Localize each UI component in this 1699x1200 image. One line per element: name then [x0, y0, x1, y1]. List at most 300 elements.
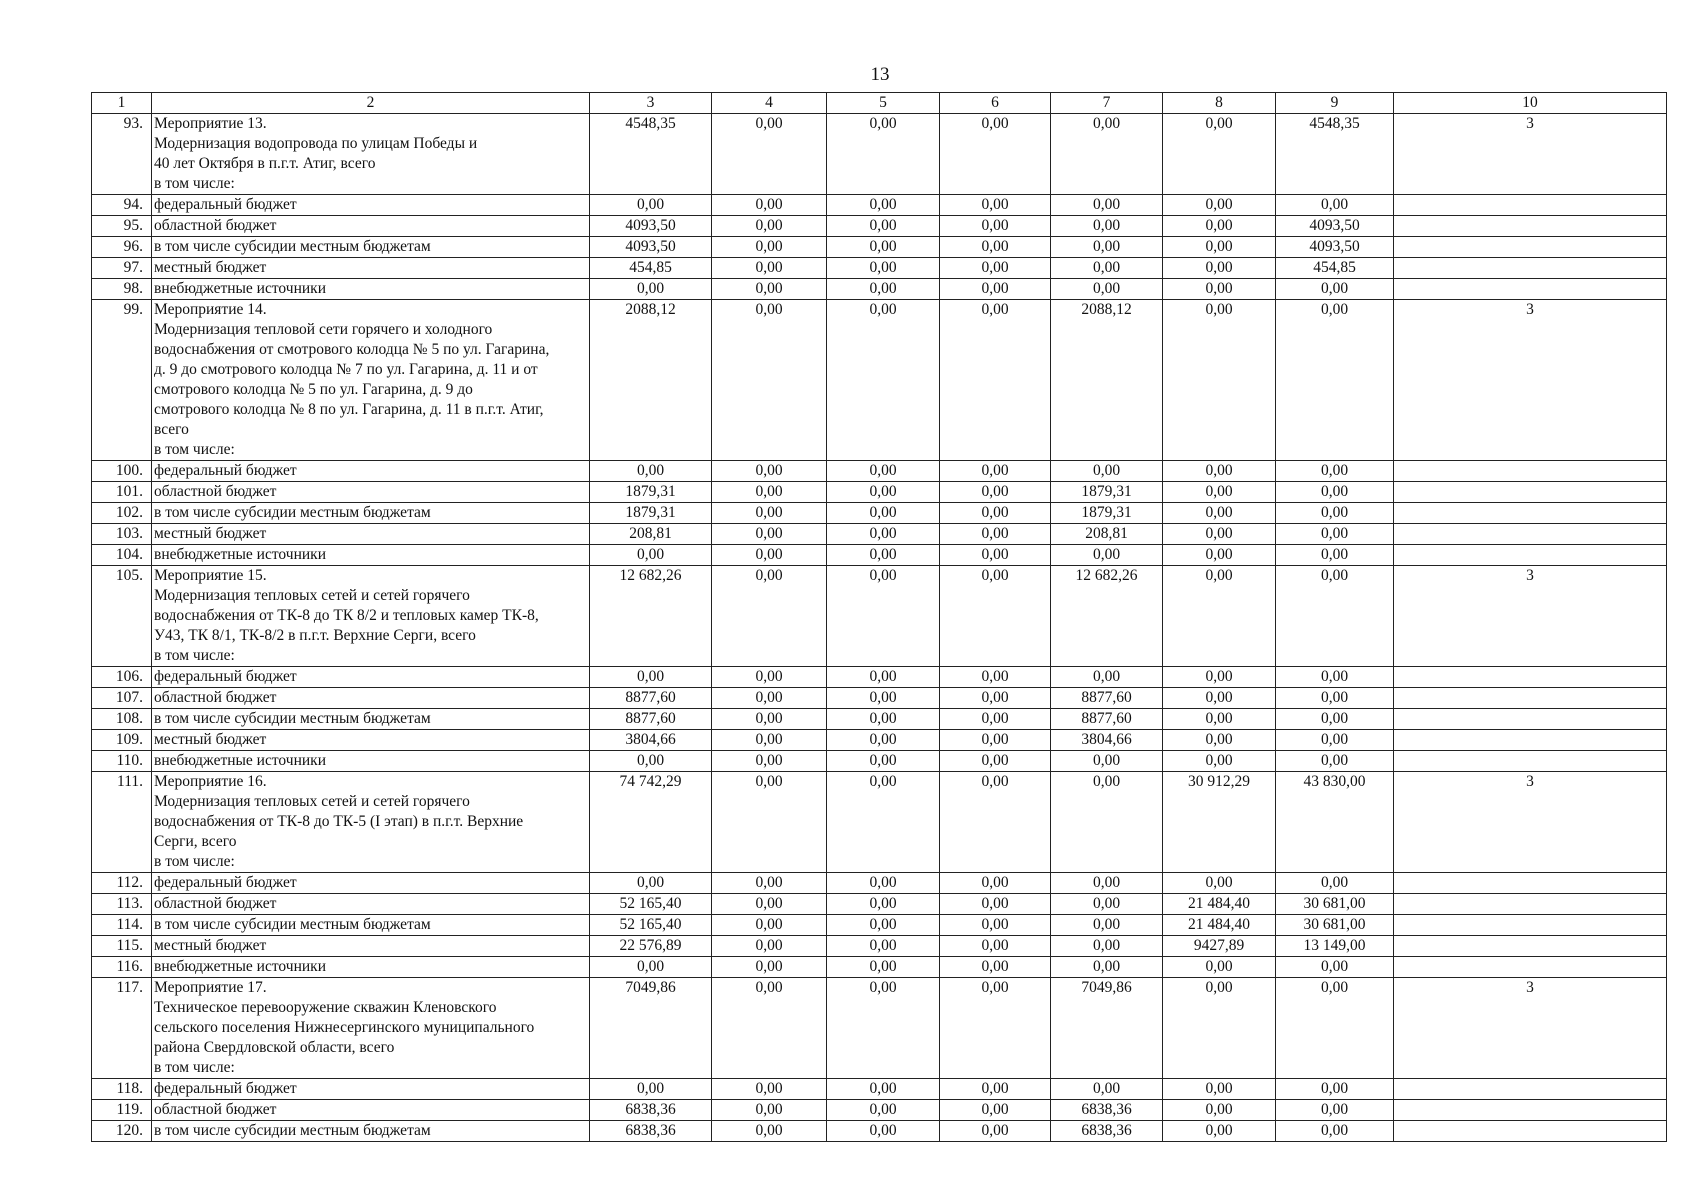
- value-cell-col7: 0,00: [1051, 957, 1163, 978]
- value-cell-col3: 52 165,40: [590, 894, 712, 915]
- value-cell-col8: 0,00: [1163, 545, 1276, 566]
- value-cell-col8: 0,00: [1163, 195, 1276, 216]
- value-cell-col5: 0,00: [827, 482, 940, 503]
- row-number: 102.: [92, 503, 152, 524]
- value-cell-col3: 0,00: [590, 195, 712, 216]
- row-name: [152, 667, 590, 688]
- value-cell-col6: 0,00: [940, 894, 1051, 915]
- value-cell-col6: 0,00: [940, 237, 1051, 258]
- value-cell-col9: 0,00: [1276, 524, 1394, 545]
- value-cell-col7: 1879,31: [1051, 482, 1163, 503]
- value-cell-col4: 0,00: [712, 936, 827, 957]
- row-name-line: в том числе:: [154, 175, 235, 192]
- table-row: [92, 772, 1667, 873]
- row-name-line: внебюджетные источники: [154, 752, 326, 769]
- row-number: 118.: [92, 1079, 152, 1100]
- value-cell-col10: [1394, 709, 1667, 730]
- value-cell-col9: 0,00: [1276, 482, 1394, 503]
- row-name-line: федеральный бюджет: [154, 668, 297, 685]
- value-cell-col5: 0,00: [827, 915, 940, 936]
- value-cell-col3: 0,00: [590, 751, 712, 772]
- value-cell-col6: 0,00: [940, 566, 1051, 667]
- value-cell-col10: [1394, 216, 1667, 237]
- value-cell-col5: 0,00: [827, 279, 940, 300]
- value-cell-col7: 0,00: [1051, 772, 1163, 873]
- row-name: [152, 237, 590, 258]
- row-name-line: водоснабжения от ТК-8 до ТК-5 (I этап) в п.г.т. Верхние: [154, 813, 524, 830]
- value-cell-col10: [1394, 237, 1667, 258]
- header-cell: 5: [827, 93, 940, 114]
- value-cell-col3: 2088,12: [590, 300, 712, 461]
- value-cell-col9: 0,00: [1276, 957, 1394, 978]
- value-cell-col5: 0,00: [827, 751, 940, 772]
- value-cell-col6: 0,00: [940, 873, 1051, 894]
- row-number: 111.: [92, 772, 152, 873]
- value-cell-col6: 0,00: [940, 545, 1051, 566]
- value-cell-col8: 0,00: [1163, 524, 1276, 545]
- value-cell-col3: 0,00: [590, 957, 712, 978]
- value-cell-col7: 0,00: [1051, 915, 1163, 936]
- value-cell-col9: 0,00: [1276, 300, 1394, 461]
- value-cell-col8: 0,00: [1163, 1079, 1276, 1100]
- table-row: [92, 566, 1667, 667]
- value-cell-col9: 0,00: [1276, 1100, 1394, 1121]
- row-name: [152, 279, 590, 300]
- table-row: [92, 1100, 1667, 1121]
- value-cell-col10: [1394, 461, 1667, 482]
- row-number: 97.: [92, 258, 152, 279]
- header-cell: 6: [940, 93, 1051, 114]
- value-cell-col10: [1394, 258, 1667, 279]
- value-cell-col10: 3: [1394, 772, 1667, 873]
- row-number: 95.: [92, 216, 152, 237]
- value-cell-col4: 0,00: [712, 978, 827, 1079]
- table-row: [92, 873, 1667, 894]
- value-cell-col4: 0,00: [712, 1100, 827, 1121]
- row-name: [152, 195, 590, 216]
- value-cell-col3: 52 165,40: [590, 915, 712, 936]
- value-cell-col4: 0,00: [712, 751, 827, 772]
- value-cell-col6: 0,00: [940, 772, 1051, 873]
- value-cell-col10: [1394, 195, 1667, 216]
- row-name: [152, 751, 590, 772]
- row-name: [152, 545, 590, 566]
- value-cell-col9: 0,00: [1276, 978, 1394, 1079]
- row-name-line: местный бюджет: [154, 525, 267, 542]
- value-cell-col9: 0,00: [1276, 279, 1394, 300]
- value-cell-col6: 0,00: [940, 258, 1051, 279]
- page-number: 13: [870, 64, 890, 85]
- value-cell-col7: 0,00: [1051, 545, 1163, 566]
- value-cell-col6: 0,00: [940, 688, 1051, 709]
- value-cell-col8: 0,00: [1163, 873, 1276, 894]
- value-cell-col6: 0,00: [940, 503, 1051, 524]
- value-cell-col8: 0,00: [1163, 482, 1276, 503]
- value-cell-col8: 0,00: [1163, 503, 1276, 524]
- value-cell-col5: 0,00: [827, 524, 940, 545]
- value-cell-col10: [1394, 482, 1667, 503]
- value-cell-col3: 0,00: [590, 873, 712, 894]
- row-name: [152, 978, 590, 1079]
- value-cell-col9: 13 149,00: [1276, 936, 1394, 957]
- table-row: [92, 894, 1667, 915]
- value-cell-col9: 0,00: [1276, 709, 1394, 730]
- value-cell-col6: 0,00: [940, 482, 1051, 503]
- value-cell-col7: 0,00: [1051, 279, 1163, 300]
- value-cell-col4: 0,00: [712, 1121, 827, 1142]
- value-cell-col3: 1879,31: [590, 503, 712, 524]
- row-name-line: Мероприятие 15.: [154, 567, 267, 584]
- value-cell-col6: 0,00: [940, 216, 1051, 237]
- value-cell-col8: 0,00: [1163, 1100, 1276, 1121]
- value-cell-col7: 6838,36: [1051, 1121, 1163, 1142]
- value-cell-col6: 0,00: [940, 957, 1051, 978]
- value-cell-col6: 0,00: [940, 195, 1051, 216]
- row-name-line: всего: [154, 421, 189, 438]
- row-name-line: Мероприятие 14.: [154, 301, 267, 318]
- value-cell-col3: 208,81: [590, 524, 712, 545]
- value-cell-col3: 74 742,29: [590, 772, 712, 873]
- value-cell-col4: 0,00: [712, 688, 827, 709]
- row-name-line: в том числе субсидии местным бюджетам: [154, 710, 431, 727]
- value-cell-col7: 0,00: [1051, 114, 1163, 195]
- value-cell-col7: 8877,60: [1051, 709, 1163, 730]
- value-cell-col9: 43 830,00: [1276, 772, 1394, 873]
- value-cell-col10: [1394, 688, 1667, 709]
- value-cell-col5: 0,00: [827, 300, 940, 461]
- value-cell-col5: 0,00: [827, 730, 940, 751]
- value-cell-col3: 7049,86: [590, 978, 712, 1079]
- table-row: [92, 545, 1667, 566]
- value-cell-col4: 0,00: [712, 957, 827, 978]
- value-cell-col5: 0,00: [827, 503, 940, 524]
- value-cell-col4: 0,00: [712, 915, 827, 936]
- value-cell-col4: 0,00: [712, 114, 827, 195]
- table-row: [92, 730, 1667, 751]
- value-cell-col8: 0,00: [1163, 114, 1276, 195]
- value-cell-col4: 0,00: [712, 545, 827, 566]
- row-name-line: в том числе:: [154, 1059, 235, 1076]
- row-name-line: областной бюджет: [154, 483, 277, 500]
- row-name-line: смотрового колодца № 5 по ул. Гагарина, д. 9 до: [154, 381, 473, 398]
- row-name: [152, 216, 590, 237]
- value-cell-col5: 0,00: [827, 936, 940, 957]
- table-row: [92, 915, 1667, 936]
- value-cell-col4: 0,00: [712, 258, 827, 279]
- value-cell-col6: 0,00: [940, 730, 1051, 751]
- row-name-line: федеральный бюджет: [154, 462, 297, 479]
- value-cell-col10: [1394, 1079, 1667, 1100]
- value-cell-col9: 0,00: [1276, 1079, 1394, 1100]
- value-cell-col5: 0,00: [827, 1100, 940, 1121]
- value-cell-col6: 0,00: [940, 524, 1051, 545]
- table-row: [92, 667, 1667, 688]
- row-number: 100.: [92, 461, 152, 482]
- row-name-line: 40 лет Октября в п.г.т. Атиг, всего: [154, 155, 376, 172]
- value-cell-col6: 0,00: [940, 1121, 1051, 1142]
- value-cell-col5: 0,00: [827, 237, 940, 258]
- row-name-line: района Свердловской области, всего: [154, 1039, 395, 1056]
- value-cell-col9: 30 681,00: [1276, 915, 1394, 936]
- value-cell-col7: 6838,36: [1051, 1100, 1163, 1121]
- row-name-line: водоснабжения от смотрового колодца № 5 по ул. Гагарина,: [154, 341, 550, 358]
- value-cell-col9: 454,85: [1276, 258, 1394, 279]
- table-row: [92, 216, 1667, 237]
- value-cell-col8: 0,00: [1163, 957, 1276, 978]
- value-cell-col7: 0,00: [1051, 894, 1163, 915]
- value-cell-col6: 0,00: [940, 1079, 1051, 1100]
- value-cell-col9: 0,00: [1276, 503, 1394, 524]
- value-cell-col6: 0,00: [940, 461, 1051, 482]
- row-name-line: сельского поселения Нижнесергинского муниципального: [154, 1019, 535, 1036]
- value-cell-col4: 0,00: [712, 300, 827, 461]
- value-cell-col4: 0,00: [712, 279, 827, 300]
- value-cell-col7: 208,81: [1051, 524, 1163, 545]
- row-number: 113.: [92, 894, 152, 915]
- row-number: 99.: [92, 300, 152, 461]
- row-name-line: в том числе субсидии местным бюджетам: [154, 1122, 431, 1139]
- header-cell: 7: [1051, 93, 1163, 114]
- value-cell-col9: 4548,35: [1276, 114, 1394, 195]
- row-number: 108.: [92, 709, 152, 730]
- row-name: [152, 772, 590, 873]
- value-cell-col9: 0,00: [1276, 873, 1394, 894]
- row-name-line: смотрового колодца № 8 по ул. Гагарина, д. 11 в п.г.т. Атиг,: [154, 401, 544, 418]
- value-cell-col4: 0,00: [712, 461, 827, 482]
- value-cell-col4: 0,00: [712, 503, 827, 524]
- row-name-line: федеральный бюджет: [154, 196, 297, 213]
- table-row: [92, 751, 1667, 772]
- value-cell-col7: 0,00: [1051, 237, 1163, 258]
- row-number: 115.: [92, 936, 152, 957]
- value-cell-col6: 0,00: [940, 709, 1051, 730]
- value-cell-col6: 0,00: [940, 667, 1051, 688]
- value-cell-col5: 0,00: [827, 114, 940, 195]
- header-cell: 9: [1276, 93, 1394, 114]
- value-cell-col3: 1879,31: [590, 482, 712, 503]
- table-row: [92, 114, 1667, 195]
- row-number: 109.: [92, 730, 152, 751]
- row-number: 103.: [92, 524, 152, 545]
- row-name: [152, 730, 590, 751]
- header-cell: 10: [1394, 93, 1667, 114]
- row-name-line: Модернизация тепловых сетей и сетей горячего: [154, 587, 470, 604]
- value-cell-col8: 0,00: [1163, 258, 1276, 279]
- value-cell-col7: 0,00: [1051, 873, 1163, 894]
- row-name-line: Серги, всего: [154, 833, 237, 850]
- value-cell-col10: 3: [1394, 114, 1667, 195]
- value-cell-col4: 0,00: [712, 667, 827, 688]
- value-cell-col6: 0,00: [940, 978, 1051, 1079]
- table-row: [92, 524, 1667, 545]
- value-cell-col7: 0,00: [1051, 1079, 1163, 1100]
- value-cell-col9: 0,00: [1276, 461, 1394, 482]
- value-cell-col4: 0,00: [712, 894, 827, 915]
- header-cell: 2: [152, 93, 590, 114]
- value-cell-col7: 12 682,26: [1051, 566, 1163, 667]
- value-cell-col8: 0,00: [1163, 978, 1276, 1079]
- value-cell-col6: 0,00: [940, 1100, 1051, 1121]
- row-name-line: Модернизация водопровода по улицам Победы и: [154, 135, 478, 152]
- value-cell-col8: 0,00: [1163, 667, 1276, 688]
- value-cell-col8: 0,00: [1163, 751, 1276, 772]
- row-number: 116.: [92, 957, 152, 978]
- row-name: [152, 566, 590, 667]
- value-cell-col4: 0,00: [712, 1079, 827, 1100]
- table-row: [92, 1079, 1667, 1100]
- value-cell-col5: 0,00: [827, 957, 940, 978]
- row-name: [152, 936, 590, 957]
- header-cell: 1: [92, 93, 152, 114]
- table-row: [92, 688, 1667, 709]
- value-cell-col9: 0,00: [1276, 730, 1394, 751]
- value-cell-col9: 4093,50: [1276, 216, 1394, 237]
- value-cell-col3: 0,00: [590, 461, 712, 482]
- value-cell-col10: [1394, 730, 1667, 751]
- value-cell-col9: 0,00: [1276, 688, 1394, 709]
- row-name-line: Мероприятие 13.: [154, 115, 267, 132]
- value-cell-col4: 0,00: [712, 709, 827, 730]
- row-number: 98.: [92, 279, 152, 300]
- value-cell-col8: 21 484,40: [1163, 894, 1276, 915]
- row-name-line: д. 9 до смотрового колодца № 7 по ул. Гагарина, д. 11 и от: [154, 361, 538, 378]
- table-row: [92, 237, 1667, 258]
- value-cell-col8: 9427,89: [1163, 936, 1276, 957]
- row-name-line: водоснабжения от ТК-8 до ТК 8/2 и тепловых камер ТК-8,: [154, 607, 539, 624]
- row-number: 96.: [92, 237, 152, 258]
- value-cell-col5: 0,00: [827, 258, 940, 279]
- value-cell-col7: 0,00: [1051, 195, 1163, 216]
- value-cell-col8: 0,00: [1163, 566, 1276, 667]
- row-name: [152, 524, 590, 545]
- row-name: [152, 258, 590, 279]
- table-row: [92, 195, 1667, 216]
- row-name-line: областной бюджет: [154, 689, 277, 706]
- row-name: [152, 114, 590, 195]
- value-cell-col7: 0,00: [1051, 936, 1163, 957]
- value-cell-col8: 0,00: [1163, 688, 1276, 709]
- value-cell-col8: 0,00: [1163, 461, 1276, 482]
- table-row: [92, 258, 1667, 279]
- value-cell-col3: 0,00: [590, 1079, 712, 1100]
- value-cell-col4: 0,00: [712, 873, 827, 894]
- value-cell-col3: 8877,60: [590, 709, 712, 730]
- value-cell-col5: 0,00: [827, 1079, 940, 1100]
- table-body: [92, 114, 1667, 1142]
- row-number: 114.: [92, 915, 152, 936]
- row-name: [152, 915, 590, 936]
- value-cell-col5: 0,00: [827, 545, 940, 566]
- value-cell-col7: 8877,60: [1051, 688, 1163, 709]
- value-cell-col6: 0,00: [940, 751, 1051, 772]
- value-cell-col9: 30 681,00: [1276, 894, 1394, 915]
- value-cell-col10: [1394, 873, 1667, 894]
- value-cell-col10: 3: [1394, 300, 1667, 461]
- value-cell-col3: 3804,66: [590, 730, 712, 751]
- value-cell-col6: 0,00: [940, 915, 1051, 936]
- row-number: 106.: [92, 667, 152, 688]
- row-name-line: в том числе субсидии местным бюджетам: [154, 916, 431, 933]
- value-cell-col6: 0,00: [940, 114, 1051, 195]
- value-cell-col9: 0,00: [1276, 667, 1394, 688]
- value-cell-col10: [1394, 1100, 1667, 1121]
- row-name-line: областной бюджет: [154, 217, 277, 234]
- value-cell-col5: 0,00: [827, 978, 940, 1079]
- value-cell-col9: 0,00: [1276, 751, 1394, 772]
- row-number: 120.: [92, 1121, 152, 1142]
- value-cell-col5: 0,00: [827, 1121, 940, 1142]
- value-cell-col10: 3: [1394, 978, 1667, 1079]
- row-name-line: в том числе субсидии местным бюджетам: [154, 504, 431, 521]
- value-cell-col5: 0,00: [827, 195, 940, 216]
- header-cell: 8: [1163, 93, 1276, 114]
- value-cell-col3: 4548,35: [590, 114, 712, 195]
- row-name-line: местный бюджет: [154, 937, 267, 954]
- value-cell-col6: 0,00: [940, 936, 1051, 957]
- value-cell-col5: 0,00: [827, 688, 940, 709]
- value-cell-col5: 0,00: [827, 709, 940, 730]
- value-cell-col7: 3804,66: [1051, 730, 1163, 751]
- row-name-line: Мероприятие 16.: [154, 773, 267, 790]
- row-number: 119.: [92, 1100, 152, 1121]
- value-cell-col8: 0,00: [1163, 1121, 1276, 1142]
- value-cell-col8: 0,00: [1163, 709, 1276, 730]
- value-cell-col7: 0,00: [1051, 258, 1163, 279]
- value-cell-col9: 0,00: [1276, 566, 1394, 667]
- value-cell-col8: 21 484,40: [1163, 915, 1276, 936]
- row-name-line: Модернизация тепловых сетей и сетей горячего: [154, 793, 470, 810]
- value-cell-col3: 6838,36: [590, 1100, 712, 1121]
- row-number: 94.: [92, 195, 152, 216]
- row-number: 110.: [92, 751, 152, 772]
- value-cell-col7: 7049,86: [1051, 978, 1163, 1079]
- row-name: [152, 688, 590, 709]
- row-name-line: местный бюджет: [154, 259, 267, 276]
- value-cell-col3: 0,00: [590, 545, 712, 566]
- value-cell-col10: [1394, 667, 1667, 688]
- value-cell-col5: 0,00: [827, 772, 940, 873]
- value-cell-col8: 30 912,29: [1163, 772, 1276, 873]
- row-name-line: местный бюджет: [154, 731, 267, 748]
- value-cell-col9: 0,00: [1276, 1121, 1394, 1142]
- value-cell-col4: 0,00: [712, 237, 827, 258]
- row-name: [152, 482, 590, 503]
- value-cell-col10: [1394, 894, 1667, 915]
- table-row: [92, 300, 1667, 461]
- value-cell-col8: 0,00: [1163, 300, 1276, 461]
- row-name-line: Техническое перевооружение скважин Кленовского: [154, 999, 497, 1016]
- value-cell-col4: 0,00: [712, 216, 827, 237]
- table-row: [92, 936, 1667, 957]
- row-name: [152, 1121, 590, 1142]
- value-cell-col4: 0,00: [712, 772, 827, 873]
- value-cell-col4: 0,00: [712, 566, 827, 667]
- value-cell-col9: 0,00: [1276, 545, 1394, 566]
- row-name: [152, 894, 590, 915]
- row-name: [152, 1079, 590, 1100]
- value-cell-col7: 0,00: [1051, 667, 1163, 688]
- value-cell-col3: 12 682,26: [590, 566, 712, 667]
- row-number: 101.: [92, 482, 152, 503]
- row-name-line: внебюджетные источники: [154, 958, 326, 975]
- value-cell-col3: 22 576,89: [590, 936, 712, 957]
- value-cell-col10: [1394, 957, 1667, 978]
- value-cell-col8: 0,00: [1163, 216, 1276, 237]
- value-cell-col7: 0,00: [1051, 216, 1163, 237]
- value-cell-col5: 0,00: [827, 894, 940, 915]
- value-cell-col4: 0,00: [712, 195, 827, 216]
- value-cell-col6: 0,00: [940, 279, 1051, 300]
